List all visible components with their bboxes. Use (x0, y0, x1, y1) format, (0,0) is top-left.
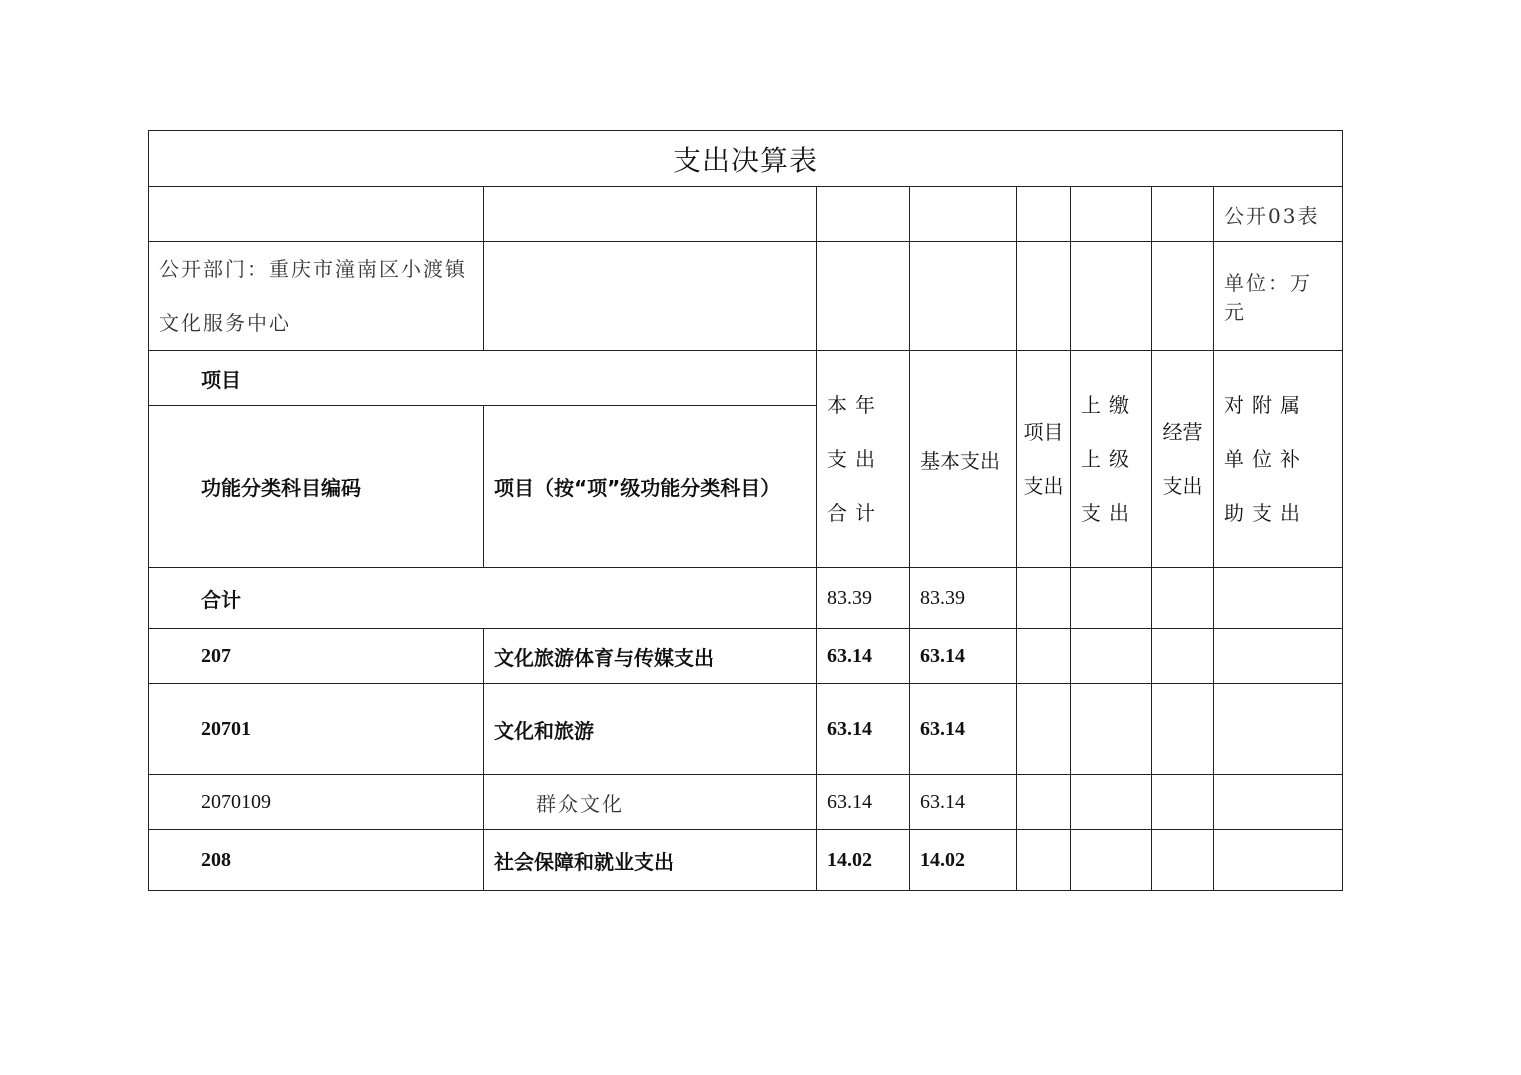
row-basic: 63.14 (910, 684, 1017, 775)
table-row (149, 629, 1343, 684)
page-title: 支出决算表 (149, 131, 1343, 187)
row-name: 社会保障和就业支出 (484, 830, 817, 891)
row-total: 63.14 (817, 775, 910, 830)
empty-cell (1071, 187, 1152, 242)
row-name: 文化和旅游 (484, 684, 817, 775)
header-basic: 基本支出 (910, 351, 1017, 568)
row-code: 208 (149, 830, 484, 891)
header-project: 项目支出 (1017, 351, 1071, 568)
empty-cell (484, 187, 817, 242)
empty-cell (1017, 242, 1071, 351)
header-upper: 上缴上级支出 (1071, 351, 1152, 568)
unit-label: 单位：万元 (1214, 242, 1343, 351)
empty-cell (1214, 629, 1343, 684)
empty-cell (1152, 187, 1214, 242)
header-business: 经营支出 (1152, 351, 1214, 568)
row-total: 14.02 (817, 830, 910, 891)
empty-cell (1152, 568, 1214, 629)
row-name: 群众文化 (484, 775, 817, 830)
header-item-group: 项目 (149, 351, 817, 406)
header-name: 项目（按“项”级功能分类科目） (484, 406, 817, 568)
row-total: 63.14 (817, 629, 910, 684)
empty-cell (1017, 684, 1071, 775)
row-basic: 63.14 (910, 629, 1017, 684)
header-subsidy: 对附属单位补助支出 (1214, 351, 1343, 568)
total-amount: 83.39 (817, 568, 910, 629)
empty-cell (1017, 568, 1071, 629)
empty-cell (1152, 775, 1214, 830)
empty-cell (1071, 629, 1152, 684)
empty-cell (1071, 775, 1152, 830)
row-total: 63.14 (817, 684, 910, 775)
empty-cell (1214, 775, 1343, 830)
empty-cell (1152, 684, 1214, 775)
empty-cell (1152, 242, 1214, 351)
empty-cell (1214, 684, 1343, 775)
header-code: 功能分类科目编码 (149, 406, 484, 568)
row-code: 2070109 (149, 775, 484, 830)
empty-cell (1017, 629, 1071, 684)
empty-cell (149, 187, 484, 242)
empty-cell (1071, 568, 1152, 629)
total-label: 合计 (149, 568, 817, 629)
empty-cell (817, 242, 910, 351)
row-name: 文化旅游体育与传媒支出 (484, 629, 817, 684)
row-basic: 14.02 (910, 830, 1017, 891)
empty-cell (910, 242, 1017, 351)
empty-cell (817, 187, 910, 242)
total-basic: 83.39 (910, 568, 1017, 629)
table-code: 公开03表 (1214, 187, 1343, 242)
header-total: 本年支出合计 (817, 351, 910, 568)
row-basic: 63.14 (910, 775, 1017, 830)
empty-cell (1152, 629, 1214, 684)
empty-cell (1071, 830, 1152, 891)
empty-cell (1071, 684, 1152, 775)
expenditure-table (148, 130, 1343, 891)
table-row (149, 684, 1343, 775)
row-code: 20701 (149, 684, 484, 775)
row-code: 207 (149, 629, 484, 684)
empty-cell (1214, 568, 1343, 629)
empty-cell (484, 242, 817, 351)
department-label: 公开部门：重庆市潼南区小渡镇文化服务中心 (149, 242, 484, 351)
table-row (149, 830, 1343, 891)
empty-cell (1017, 187, 1071, 242)
empty-cell (1017, 775, 1071, 830)
empty-cell (1071, 242, 1152, 351)
empty-cell (910, 187, 1017, 242)
empty-cell (1152, 830, 1214, 891)
table-row (149, 775, 1343, 830)
empty-cell (1017, 830, 1071, 891)
empty-cell (1214, 830, 1343, 891)
